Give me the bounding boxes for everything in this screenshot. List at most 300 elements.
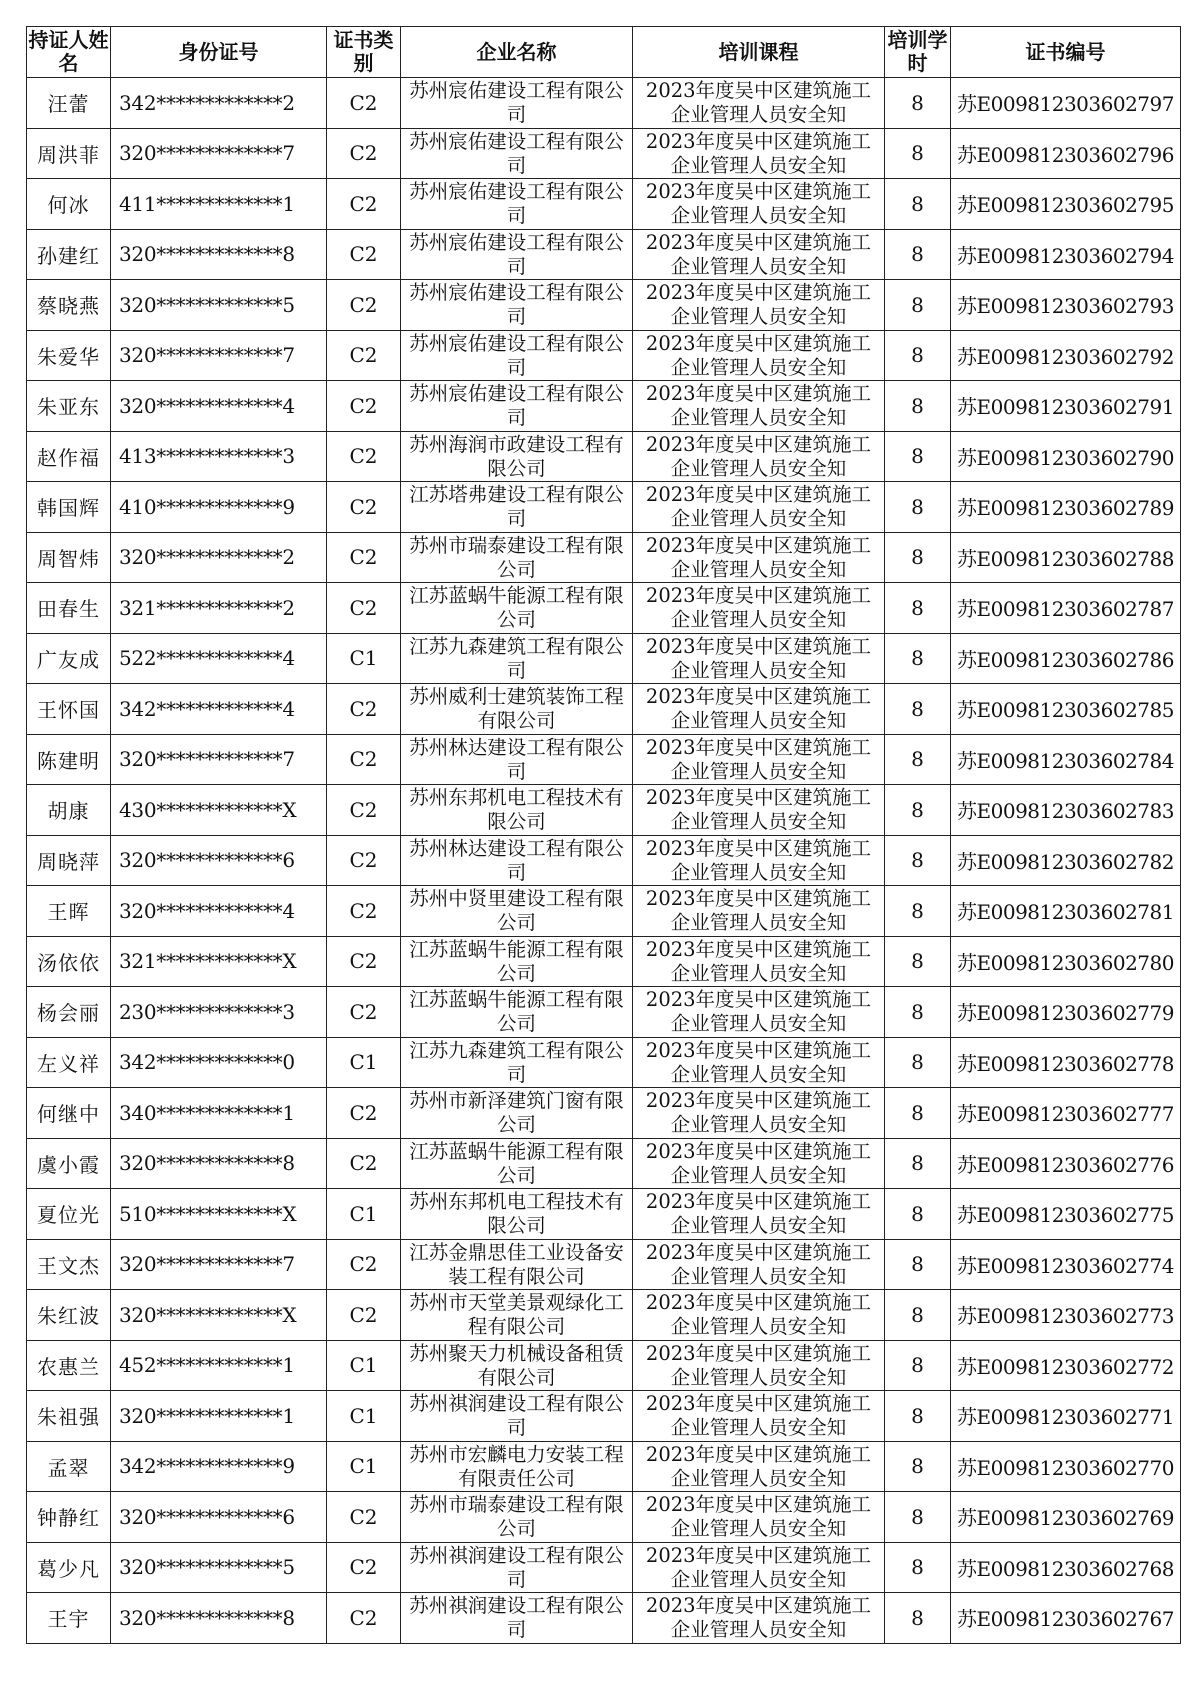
course-cell bbox=[633, 229, 885, 280]
course-cell bbox=[633, 330, 885, 381]
course-cell-text: 2023年度吴中区建筑施工企业管理人员安全知 bbox=[645, 584, 872, 632]
company-cell bbox=[401, 1441, 633, 1492]
cert-number-cell: 苏E009812303602797 bbox=[951, 78, 1181, 129]
course-cell-text: 2023年度吴中区建筑施工企业管理人员安全知 bbox=[645, 735, 872, 783]
company-cell bbox=[401, 1340, 633, 1391]
table-row bbox=[27, 78, 1181, 129]
table-row bbox=[27, 431, 1181, 482]
course-cell-text: 2023年度吴中区建筑施工企业管理人员安全知 bbox=[645, 1543, 872, 1591]
course-cell-text: 2023年度吴中区建筑施工企业管理人员安全知 bbox=[645, 180, 872, 228]
course-cell-text: 2023年度吴中区建筑施工企业管理人员安全知 bbox=[645, 230, 872, 278]
id-number-cell: 320*************6 bbox=[111, 835, 327, 886]
id-number-cell: 320*************5 bbox=[111, 1542, 327, 1593]
holder-name-cell: 汪蕾 bbox=[27, 78, 111, 129]
id-number-cell: 321*************2 bbox=[111, 583, 327, 634]
company-cell-text: 苏州市瑞泰建设工程有限公司 bbox=[409, 1493, 624, 1541]
course-cell bbox=[633, 78, 885, 129]
certificate-roster-table bbox=[26, 26, 1181, 1644]
course-cell-text: 2023年度吴中区建筑施工企业管理人员安全知 bbox=[645, 1594, 872, 1642]
table-body bbox=[27, 78, 1181, 1644]
table-row bbox=[27, 1239, 1181, 1290]
company-cell-text: 苏州东邦机电工程技术有限公司 bbox=[409, 786, 624, 834]
company-cell-text: 苏州宸佑建设工程有限公司 bbox=[409, 382, 624, 430]
cert-number-cell: 苏E009812303602767 bbox=[951, 1593, 1181, 1644]
company-cell-text: 江苏九森建筑工程有限公司 bbox=[409, 634, 624, 682]
course-cell-text: 2023年度吴中区建筑施工企业管理人员安全知 bbox=[645, 786, 872, 834]
table-row bbox=[27, 684, 1181, 735]
company-cell bbox=[401, 835, 633, 886]
company-cell-text: 苏州宸佑建设工程有限公司 bbox=[409, 281, 624, 329]
cert-number-cell: 苏E009812303602780 bbox=[951, 936, 1181, 987]
course-cell bbox=[633, 886, 885, 937]
id-number-cell: 340*************1 bbox=[111, 1088, 327, 1139]
company-cell bbox=[401, 1593, 633, 1644]
course-cell-text: 2023年度吴中区建筑施工企业管理人员安全知 bbox=[645, 1089, 872, 1137]
company-cell bbox=[401, 1290, 633, 1341]
company-cell-text: 苏州威利士建筑装饰工程有限公司 bbox=[409, 685, 624, 733]
cert-number-cell: 苏E009812303602795 bbox=[951, 179, 1181, 230]
cert-number-cell: 苏E009812303602792 bbox=[951, 330, 1181, 381]
course-cell bbox=[633, 835, 885, 886]
table-row bbox=[27, 229, 1181, 280]
id-number-cell: 320*************7 bbox=[111, 330, 327, 381]
header-cert-type: 证书类别 bbox=[327, 27, 401, 78]
id-number-cell: 522*************4 bbox=[111, 633, 327, 684]
id-number-cell: 320*************8 bbox=[111, 1593, 327, 1644]
company-cell-text: 江苏蓝蜗牛能源工程有限公司 bbox=[409, 1139, 624, 1187]
cert-type-cell: C2 bbox=[327, 1138, 401, 1189]
company-cell bbox=[401, 1542, 633, 1593]
company-cell-text: 江苏蓝蜗牛能源工程有限公司 bbox=[409, 937, 624, 985]
hours-cell: 8 bbox=[885, 936, 951, 987]
cert-number-cell: 苏E009812303602772 bbox=[951, 1340, 1181, 1391]
course-cell-text: 2023年度吴中区建筑施工企业管理人员安全知 bbox=[645, 1341, 872, 1389]
company-cell bbox=[401, 1492, 633, 1543]
cert-type-cell: C2 bbox=[327, 381, 401, 432]
cert-number-cell: 苏E009812303602768 bbox=[951, 1542, 1181, 1593]
header-holder-name: 持证人姓名 bbox=[27, 27, 111, 78]
course-cell bbox=[633, 1593, 885, 1644]
table-row bbox=[27, 1189, 1181, 1240]
holder-name-cell: 夏位光 bbox=[27, 1189, 111, 1240]
course-cell bbox=[633, 734, 885, 785]
holder-name-cell: 何继中 bbox=[27, 1088, 111, 1139]
course-cell-text: 2023年度吴中区建筑施工企业管理人员安全知 bbox=[645, 1240, 872, 1288]
cert-number-cell: 苏E009812303602786 bbox=[951, 633, 1181, 684]
company-cell bbox=[401, 280, 633, 331]
holder-name-cell: 孙建红 bbox=[27, 229, 111, 280]
course-cell bbox=[633, 1441, 885, 1492]
hours-cell: 8 bbox=[885, 835, 951, 886]
cert-type-cell: C1 bbox=[327, 1037, 401, 1088]
cert-type-cell: C2 bbox=[327, 734, 401, 785]
holder-name-cell: 周晓萍 bbox=[27, 835, 111, 886]
table-row bbox=[27, 280, 1181, 331]
cert-number-cell: 苏E009812303602790 bbox=[951, 431, 1181, 482]
table-row bbox=[27, 583, 1181, 634]
company-cell bbox=[401, 532, 633, 583]
cert-number-cell: 苏E009812303602774 bbox=[951, 1239, 1181, 1290]
company-cell bbox=[401, 734, 633, 785]
course-cell-text: 2023年度吴中区建筑施工企业管理人员安全知 bbox=[645, 937, 872, 985]
cert-number-cell: 苏E009812303602776 bbox=[951, 1138, 1181, 1189]
id-number-cell: 342*************0 bbox=[111, 1037, 327, 1088]
cert-type-cell: C1 bbox=[327, 1441, 401, 1492]
company-cell bbox=[401, 936, 633, 987]
cert-type-cell: C2 bbox=[327, 1290, 401, 1341]
company-cell bbox=[401, 229, 633, 280]
company-cell bbox=[401, 78, 633, 129]
cert-type-cell: C2 bbox=[327, 987, 401, 1038]
table-row bbox=[27, 1542, 1181, 1593]
id-number-cell: 320*************5 bbox=[111, 280, 327, 331]
company-cell-text: 苏州东邦机电工程技术有限公司 bbox=[409, 1190, 624, 1238]
hours-cell: 8 bbox=[885, 229, 951, 280]
holder-name-cell: 朱祖强 bbox=[27, 1391, 111, 1442]
hours-cell: 8 bbox=[885, 583, 951, 634]
id-number-cell: 320*************X bbox=[111, 1290, 327, 1341]
hours-cell: 8 bbox=[885, 1492, 951, 1543]
table-row bbox=[27, 785, 1181, 836]
cert-number-cell: 苏E009812303602794 bbox=[951, 229, 1181, 280]
id-number-cell: 320*************8 bbox=[111, 1138, 327, 1189]
company-cell-text: 苏州宸佑建设工程有限公司 bbox=[409, 230, 624, 278]
table-row bbox=[27, 1593, 1181, 1644]
hours-cell: 8 bbox=[885, 1037, 951, 1088]
company-cell bbox=[401, 381, 633, 432]
cert-number-cell: 苏E009812303602782 bbox=[951, 835, 1181, 886]
cert-type-cell: C1 bbox=[327, 1391, 401, 1442]
company-cell bbox=[401, 684, 633, 735]
company-cell-text: 江苏塔弗建设工程有限公司 bbox=[409, 483, 624, 531]
company-cell bbox=[401, 583, 633, 634]
cert-type-cell: C2 bbox=[327, 128, 401, 179]
course-cell-text: 2023年度吴中区建筑施工企业管理人员安全知 bbox=[645, 432, 872, 480]
table-row bbox=[27, 128, 1181, 179]
company-cell-text: 苏州宸佑建设工程有限公司 bbox=[409, 180, 624, 228]
id-number-cell: 320*************4 bbox=[111, 886, 327, 937]
course-cell-text: 2023年度吴中区建筑施工企业管理人员安全知 bbox=[645, 887, 872, 935]
course-cell bbox=[633, 128, 885, 179]
hours-cell: 8 bbox=[885, 78, 951, 129]
table-row bbox=[27, 987, 1181, 1038]
course-cell bbox=[633, 1088, 885, 1139]
course-cell bbox=[633, 381, 885, 432]
course-cell bbox=[633, 1492, 885, 1543]
company-cell-text: 江苏九森建筑工程有限公司 bbox=[409, 1038, 624, 1086]
company-cell bbox=[401, 330, 633, 381]
course-cell bbox=[633, 1290, 885, 1341]
hours-cell: 8 bbox=[885, 1088, 951, 1139]
header-cert-number: 证书编号 bbox=[951, 27, 1181, 78]
table-row bbox=[27, 1037, 1181, 1088]
cert-number-cell: 苏E009812303602784 bbox=[951, 734, 1181, 785]
holder-name-cell: 虞小霞 bbox=[27, 1138, 111, 1189]
hours-cell: 8 bbox=[885, 633, 951, 684]
id-number-cell: 320*************7 bbox=[111, 128, 327, 179]
table-row bbox=[27, 381, 1181, 432]
cert-type-cell: C2 bbox=[327, 886, 401, 937]
table-row bbox=[27, 1340, 1181, 1391]
hours-cell: 8 bbox=[885, 330, 951, 381]
course-cell-text: 2023年度吴中区建筑施工企业管理人员安全知 bbox=[645, 79, 872, 127]
hours-cell: 8 bbox=[885, 1340, 951, 1391]
holder-name-cell: 陈建明 bbox=[27, 734, 111, 785]
company-cell-text: 苏州祺润建设工程有限公司 bbox=[409, 1594, 624, 1642]
cert-type-cell: C2 bbox=[327, 330, 401, 381]
cert-type-cell: C2 bbox=[327, 1492, 401, 1543]
cert-type-cell: C2 bbox=[327, 179, 401, 230]
id-number-cell: 320*************6 bbox=[111, 1492, 327, 1543]
course-cell bbox=[633, 684, 885, 735]
course-cell-text: 2023年度吴中区建筑施工企业管理人员安全知 bbox=[645, 382, 872, 430]
course-cell-text: 2023年度吴中区建筑施工企业管理人员安全知 bbox=[645, 1442, 872, 1490]
holder-name-cell: 韩国辉 bbox=[27, 482, 111, 533]
table-row bbox=[27, 330, 1181, 381]
cert-type-cell: C2 bbox=[327, 431, 401, 482]
cert-type-cell: C2 bbox=[327, 583, 401, 634]
cert-number-cell: 苏E009812303602793 bbox=[951, 280, 1181, 331]
company-cell-text: 苏州宸佑建设工程有限公司 bbox=[409, 129, 624, 177]
cert-number-cell: 苏E009812303602783 bbox=[951, 785, 1181, 836]
hours-cell: 8 bbox=[885, 987, 951, 1038]
id-number-cell: 320*************2 bbox=[111, 532, 327, 583]
table-row bbox=[27, 532, 1181, 583]
course-cell bbox=[633, 532, 885, 583]
hours-cell: 8 bbox=[885, 785, 951, 836]
header-company: 企业名称 bbox=[401, 27, 633, 78]
company-cell-text: 苏州祺润建设工程有限公司 bbox=[409, 1543, 624, 1591]
table-row bbox=[27, 835, 1181, 886]
id-number-cell: 342*************9 bbox=[111, 1441, 327, 1492]
holder-name-cell: 周洪菲 bbox=[27, 128, 111, 179]
hours-cell: 8 bbox=[885, 482, 951, 533]
company-cell bbox=[401, 1138, 633, 1189]
company-cell-text: 苏州宸佑建设工程有限公司 bbox=[409, 79, 624, 127]
id-number-cell: 230*************3 bbox=[111, 987, 327, 1038]
course-cell bbox=[633, 280, 885, 331]
cert-type-cell: C2 bbox=[327, 280, 401, 331]
header-course: 培训课程 bbox=[633, 27, 885, 78]
hours-cell: 8 bbox=[885, 128, 951, 179]
cert-number-cell: 苏E009812303602778 bbox=[951, 1037, 1181, 1088]
holder-name-cell: 朱亚东 bbox=[27, 381, 111, 432]
cert-type-cell: C2 bbox=[327, 835, 401, 886]
course-cell-text: 2023年度吴中区建筑施工企业管理人员安全知 bbox=[645, 634, 872, 682]
hours-cell: 8 bbox=[885, 1290, 951, 1341]
table-row bbox=[27, 1391, 1181, 1442]
course-cell bbox=[633, 785, 885, 836]
cert-type-cell: C2 bbox=[327, 229, 401, 280]
hours-cell: 8 bbox=[885, 431, 951, 482]
table-row bbox=[27, 1290, 1181, 1341]
company-cell bbox=[401, 1088, 633, 1139]
company-cell bbox=[401, 482, 633, 533]
cert-type-cell: C2 bbox=[327, 78, 401, 129]
cert-type-cell: C2 bbox=[327, 936, 401, 987]
hours-cell: 8 bbox=[885, 1593, 951, 1644]
cert-type-cell: C1 bbox=[327, 1189, 401, 1240]
holder-name-cell: 朱爱华 bbox=[27, 330, 111, 381]
header-row bbox=[27, 27, 1181, 78]
cert-number-cell: 苏E009812303602781 bbox=[951, 886, 1181, 937]
course-cell-text: 2023年度吴中区建筑施工企业管理人员安全知 bbox=[645, 1493, 872, 1541]
course-cell-text: 2023年度吴中区建筑施工企业管理人员安全知 bbox=[645, 1038, 872, 1086]
holder-name-cell: 何冰 bbox=[27, 179, 111, 230]
cert-type-cell: C2 bbox=[327, 1542, 401, 1593]
hours-cell: 8 bbox=[885, 532, 951, 583]
course-cell bbox=[633, 179, 885, 230]
company-cell bbox=[401, 886, 633, 937]
course-cell-text: 2023年度吴中区建筑施工企业管理人员安全知 bbox=[645, 1291, 872, 1339]
cert-type-cell: C2 bbox=[327, 785, 401, 836]
cert-type-cell: C1 bbox=[327, 633, 401, 684]
course-cell bbox=[633, 936, 885, 987]
id-number-cell: 320*************4 bbox=[111, 381, 327, 432]
id-number-cell: 342*************4 bbox=[111, 684, 327, 735]
id-number-cell: 411*************1 bbox=[111, 179, 327, 230]
cert-number-cell: 苏E009812303602770 bbox=[951, 1441, 1181, 1492]
course-cell-text: 2023年度吴中区建筑施工企业管理人员安全知 bbox=[645, 281, 872, 329]
id-number-cell: 320*************8 bbox=[111, 229, 327, 280]
company-cell-text: 苏州聚天力机械设备租赁有限公司 bbox=[409, 1341, 624, 1389]
cert-type-cell: C2 bbox=[327, 1593, 401, 1644]
id-number-cell: 321*************X bbox=[111, 936, 327, 987]
table-row bbox=[27, 886, 1181, 937]
hours-cell: 8 bbox=[885, 179, 951, 230]
cert-number-cell: 苏E009812303602769 bbox=[951, 1492, 1181, 1543]
cert-number-cell: 苏E009812303602771 bbox=[951, 1391, 1181, 1442]
cert-number-cell: 苏E009812303602796 bbox=[951, 128, 1181, 179]
cert-number-cell: 苏E009812303602777 bbox=[951, 1088, 1181, 1139]
holder-name-cell: 广友成 bbox=[27, 633, 111, 684]
company-cell-text: 江苏蓝蜗牛能源工程有限公司 bbox=[409, 584, 624, 632]
holder-name-cell: 王晖 bbox=[27, 886, 111, 937]
holder-name-cell: 赵作福 bbox=[27, 431, 111, 482]
course-cell bbox=[633, 1340, 885, 1391]
table-row bbox=[27, 936, 1181, 987]
hours-cell: 8 bbox=[885, 886, 951, 937]
course-cell bbox=[633, 1239, 885, 1290]
company-cell bbox=[401, 1037, 633, 1088]
table-row bbox=[27, 482, 1181, 533]
id-number-cell: 510*************X bbox=[111, 1189, 327, 1240]
company-cell-text: 苏州宸佑建设工程有限公司 bbox=[409, 331, 624, 379]
course-cell-text: 2023年度吴中区建筑施工企业管理人员安全知 bbox=[645, 331, 872, 379]
company-cell-text: 苏州中贤里建设工程有限公司 bbox=[409, 887, 624, 935]
cert-number-cell: 苏E009812303602775 bbox=[951, 1189, 1181, 1240]
id-number-cell: 342*************2 bbox=[111, 78, 327, 129]
table-row bbox=[27, 734, 1181, 785]
company-cell-text: 苏州林达建设工程有限公司 bbox=[409, 735, 624, 783]
cert-type-cell: C2 bbox=[327, 482, 401, 533]
cert-number-cell: 苏E009812303602785 bbox=[951, 684, 1181, 735]
company-cell bbox=[401, 987, 633, 1038]
hours-cell: 8 bbox=[885, 280, 951, 331]
table-header bbox=[27, 27, 1181, 78]
company-cell bbox=[401, 1189, 633, 1240]
course-cell-text: 2023年度吴中区建筑施工企业管理人员安全知 bbox=[645, 1139, 872, 1187]
holder-name-cell: 孟翠 bbox=[27, 1441, 111, 1492]
company-cell bbox=[401, 633, 633, 684]
course-cell bbox=[633, 431, 885, 482]
course-cell-text: 2023年度吴中区建筑施工企业管理人员安全知 bbox=[645, 1190, 872, 1238]
id-number-cell: 430*************X bbox=[111, 785, 327, 836]
course-cell bbox=[633, 1542, 885, 1593]
cert-number-cell: 苏E009812303602789 bbox=[951, 482, 1181, 533]
company-cell bbox=[401, 1239, 633, 1290]
hours-cell: 8 bbox=[885, 1391, 951, 1442]
hours-cell: 8 bbox=[885, 1239, 951, 1290]
hours-cell: 8 bbox=[885, 1441, 951, 1492]
company-cell bbox=[401, 179, 633, 230]
table-row bbox=[27, 1138, 1181, 1189]
holder-name-cell: 王宇 bbox=[27, 1593, 111, 1644]
cert-type-cell: C2 bbox=[327, 532, 401, 583]
cert-number-cell: 苏E009812303602788 bbox=[951, 532, 1181, 583]
course-cell bbox=[633, 583, 885, 634]
course-cell-text: 2023年度吴中区建筑施工企业管理人员安全知 bbox=[645, 836, 872, 884]
id-number-cell: 452*************1 bbox=[111, 1340, 327, 1391]
hours-cell: 8 bbox=[885, 381, 951, 432]
course-cell-text: 2023年度吴中区建筑施工企业管理人员安全知 bbox=[645, 533, 872, 581]
course-cell-text: 2023年度吴中区建筑施工企业管理人员安全知 bbox=[645, 129, 872, 177]
cert-number-cell: 苏E009812303602773 bbox=[951, 1290, 1181, 1341]
company-cell bbox=[401, 785, 633, 836]
holder-name-cell: 王怀国 bbox=[27, 684, 111, 735]
company-cell-text: 苏州祺润建设工程有限公司 bbox=[409, 1392, 624, 1440]
holder-name-cell: 朱红波 bbox=[27, 1290, 111, 1341]
course-cell bbox=[633, 1037, 885, 1088]
id-number-cell: 320*************7 bbox=[111, 734, 327, 785]
course-cell bbox=[633, 633, 885, 684]
holder-name-cell: 左义祥 bbox=[27, 1037, 111, 1088]
company-cell-text: 江苏蓝蜗牛能源工程有限公司 bbox=[409, 988, 624, 1036]
holder-name-cell: 田春生 bbox=[27, 583, 111, 634]
cert-type-cell: C1 bbox=[327, 1340, 401, 1391]
hours-cell: 8 bbox=[885, 1138, 951, 1189]
cert-number-cell: 苏E009812303602779 bbox=[951, 987, 1181, 1038]
id-number-cell: 320*************7 bbox=[111, 1239, 327, 1290]
company-cell-text: 苏州林达建设工程有限公司 bbox=[409, 836, 624, 884]
header-id-number: 身份证号 bbox=[111, 27, 327, 78]
company-cell bbox=[401, 1391, 633, 1442]
hours-cell: 8 bbox=[885, 684, 951, 735]
id-number-cell: 413*************3 bbox=[111, 431, 327, 482]
holder-name-cell: 周智炜 bbox=[27, 532, 111, 583]
course-cell-text: 2023年度吴中区建筑施工企业管理人员安全知 bbox=[645, 1392, 872, 1440]
cert-number-cell: 苏E009812303602787 bbox=[951, 583, 1181, 634]
cert-number-cell: 苏E009812303602791 bbox=[951, 381, 1181, 432]
hours-cell: 8 bbox=[885, 1189, 951, 1240]
table-row bbox=[27, 179, 1181, 230]
course-cell bbox=[633, 1189, 885, 1240]
id-number-cell: 320*************1 bbox=[111, 1391, 327, 1442]
course-cell-text: 2023年度吴中区建筑施工企业管理人员安全知 bbox=[645, 988, 872, 1036]
company-cell bbox=[401, 431, 633, 482]
company-cell-text: 苏州市新泽建筑门窗有限公司 bbox=[409, 1089, 624, 1137]
holder-name-cell: 钟静红 bbox=[27, 1492, 111, 1543]
course-cell bbox=[633, 987, 885, 1038]
cert-type-cell: C2 bbox=[327, 1088, 401, 1139]
header-hours: 培训学时 bbox=[885, 27, 951, 78]
holder-name-cell: 葛少凡 bbox=[27, 1542, 111, 1593]
table-row bbox=[27, 1088, 1181, 1139]
table-row bbox=[27, 1441, 1181, 1492]
course-cell-text: 2023年度吴中区建筑施工企业管理人员安全知 bbox=[645, 483, 872, 531]
course-cell-text: 2023年度吴中区建筑施工企业管理人员安全知 bbox=[645, 685, 872, 733]
holder-name-cell: 农惠兰 bbox=[27, 1340, 111, 1391]
